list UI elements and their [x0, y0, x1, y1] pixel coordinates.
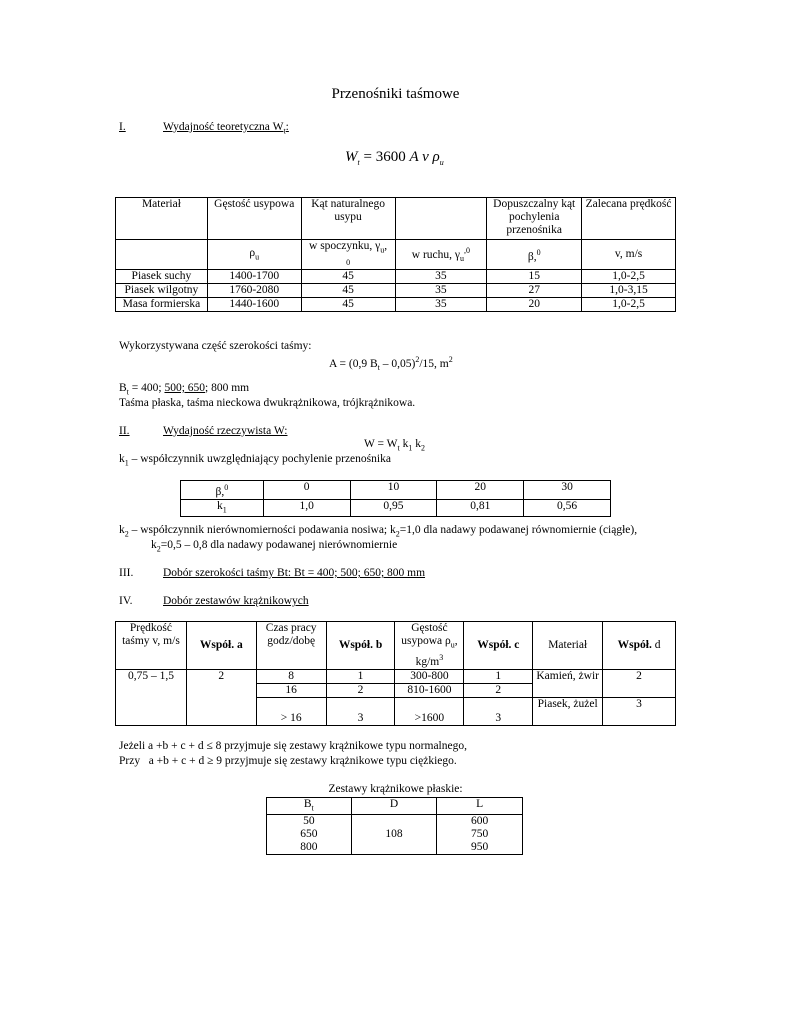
flat-header-b — [267, 798, 352, 815]
formula-a-sub: t — [377, 363, 380, 373]
formula-w-real-c: k — [412, 438, 422, 450]
idler-header-density-comma: , — [454, 635, 458, 647]
row-1-speed: 1,0-2,5 — [582, 270, 676, 284]
flat-l-1: 750 — [471, 828, 489, 841]
k2-sub3: 2 — [156, 544, 161, 554]
section-4-title: Dobór zestawów krążnikowych — [163, 595, 309, 607]
k1-table-k-1: 0,95 — [350, 499, 437, 516]
idler-header-density-sup: 3 — [439, 653, 444, 663]
idler-header-b-text: Współ. b — [338, 639, 383, 652]
k1-table-beta-0: 0 — [263, 481, 350, 500]
subheader-rho — [207, 240, 301, 270]
row-2-beta: 27 — [487, 284, 582, 298]
flat-l-values — [437, 815, 523, 855]
formula-w-real-sub2: 1 — [408, 443, 413, 453]
idler-d-0: 2 — [603, 670, 676, 698]
idler-material-1: Piasek, żużel — [533, 698, 603, 726]
header-empty — [395, 198, 487, 240]
formula-eq: = 3600 — [359, 149, 410, 165]
flat-header-b-text: B — [303, 798, 312, 810]
idler-header-density-unit: kg/m — [415, 656, 440, 669]
k1-table-k: k — [217, 499, 223, 512]
idler-b-2: 3 — [326, 698, 395, 726]
flat-b-2: 800 — [300, 841, 318, 854]
belt-widths-underlined: 500; 650 — [164, 382, 206, 394]
belt-widths-part1: = 400; — [128, 382, 165, 394]
flat-header-d: D — [351, 798, 437, 815]
idler-header-c — [464, 622, 533, 670]
rule-heavy: Przy a +b + c + d ≥ 9 przyjmuje się zestawy krążnikowe typu ciężkiego. — [119, 755, 457, 767]
page-title: Przenośniki taśmowe — [331, 86, 460, 102]
idler-header-c-text: Współ. c — [477, 639, 520, 652]
flat-idler-table — [266, 797, 523, 855]
subheader-motion-text: w ruchu, γ — [411, 248, 460, 261]
k2-k2: k — [151, 539, 157, 551]
idler-header-a — [186, 622, 256, 670]
row-3-speed: 1,0-2,5 — [582, 298, 676, 312]
flat-header-l: L — [437, 798, 523, 815]
subheader-motion-sup: ,0 — [463, 246, 470, 256]
section-2-number: II. — [119, 425, 130, 437]
idler-header-material: Materiał — [533, 622, 603, 670]
flat-d: 108 — [385, 828, 403, 841]
idler-density-0: 300-800 — [395, 670, 464, 684]
subheader-beta — [487, 240, 582, 270]
section-3-title: Dobór szerokości taśmy Bt: Bt = 400; 500; 650; 800 mm — [163, 567, 426, 579]
idler-header-d-letter: d — [651, 639, 661, 652]
idler-speed: 0,75 – 1,5 — [116, 670, 187, 726]
flat-header-b-sub: t — [311, 803, 314, 813]
formula-v: v — [418, 149, 433, 165]
idler-header-d — [603, 622, 676, 670]
k2-text2: =1,0 dla nadawy podawanej równomiernie (ciągłe), — [399, 524, 638, 536]
k1-table-beta: β, — [215, 485, 225, 498]
idler-time-0: 8 — [256, 670, 326, 684]
k1-table-beta-1: 10 — [350, 481, 437, 500]
k1-table-k-header — [181, 499, 264, 516]
idler-b-0: 1 — [326, 670, 395, 684]
header-density: Gęstość usypowa — [207, 198, 301, 240]
subheader-motion-sub: u — [459, 254, 464, 264]
subheader-motion — [395, 240, 487, 270]
k2-description-2 — [151, 539, 397, 553]
row-3-material: Masa formierska — [116, 298, 208, 312]
row-1-density: 1400-1700 — [207, 270, 301, 284]
rule-normal: Jeżeli a +b + c + d ≤ 8 przyjmuje się zestawy krążnikowe typu normalnego, — [119, 740, 467, 752]
subheader-empty — [116, 240, 208, 270]
formula-a-sup2: 2 — [448, 355, 453, 364]
formula-rho: ρ — [432, 149, 440, 165]
idler-header-time: Czas pracy godz/dobę — [256, 622, 326, 670]
section-1-number: I. — [119, 121, 126, 133]
formula-a-part2: – 0,05) — [379, 357, 416, 370]
material-table — [115, 197, 676, 312]
k2-k: k — [119, 524, 125, 536]
idler-header-density-text: Gęstość usypowa ρ — [401, 622, 451, 647]
k1-table-beta-3: 30 — [524, 481, 611, 500]
subheader-rest-sub: u — [380, 245, 385, 255]
idler-header-speed: Prędkość taśmy v, m/s — [116, 622, 187, 670]
flat-l-0: 600 — [471, 815, 489, 828]
k1-table-beta-2: 20 — [437, 481, 524, 500]
formula-w-real-a: W = W — [364, 438, 398, 450]
k1-table-k-sub: 1 — [222, 505, 227, 515]
idler-d-1: 3 — [603, 698, 676, 726]
row-1-motion: 35 — [395, 270, 487, 284]
row-1-beta: 15 — [487, 270, 582, 284]
flat-d-value — [351, 815, 437, 855]
header-speed: Zalecana prędkość — [582, 198, 676, 240]
row-1-rest: 45 — [301, 270, 395, 284]
subheader-rest-sup: 0 — [346, 258, 351, 268]
flat-b-values — [267, 815, 352, 855]
section-1-title — [163, 121, 289, 135]
idler-c-1: 2 — [464, 684, 533, 698]
formula-rho-sub: u — [439, 158, 444, 167]
row-2-rest: 45 — [301, 284, 395, 298]
idler-header-a-text: Współ. a — [199, 639, 243, 652]
idler-a: 2 — [186, 670, 256, 726]
formula-w: W — [345, 149, 358, 165]
row-2-material: Piasek wilgotny — [116, 284, 208, 298]
idler-density-2: >1600 — [395, 698, 464, 726]
subheader-rho-sub: u — [255, 251, 260, 261]
formula-w-real-sub1: t — [397, 443, 400, 453]
k1-table-beta-header — [181, 481, 264, 500]
flat-b-1: 650 — [300, 828, 318, 841]
k1-table-k-2: 0,81 — [437, 499, 524, 516]
flat-l-2: 950 — [471, 841, 489, 854]
idler-density-1: 810-1600 — [395, 684, 464, 698]
subheader-rho-sym: ρ — [249, 246, 256, 259]
formula-a — [329, 355, 453, 372]
formula-w-real — [364, 438, 425, 452]
row-3-motion: 35 — [395, 298, 487, 312]
idler-b-1: 2 — [326, 684, 395, 698]
idler-header-b — [326, 622, 395, 670]
subheader-rest: w spoczynku, $\gamma_u$, 0 — [301, 240, 395, 270]
idler-header-d-text: Współ. — [617, 639, 652, 652]
belt-widths — [119, 382, 249, 396]
idler-header-density-sub: u — [450, 640, 455, 650]
subheader-beta-text: β, — [527, 250, 537, 263]
section-1-title-end: : — [285, 121, 289, 133]
idler-header-density — [395, 622, 464, 670]
section-3-number: III. — [119, 567, 134, 579]
k1-table — [180, 480, 611, 517]
k1-table-k-3: 0,56 — [524, 499, 611, 516]
row-2-speed: 1,0-3,15 — [582, 284, 676, 298]
k1-k: k — [119, 453, 125, 465]
flat-b-0: 50 — [303, 815, 315, 828]
section-2-title: Wydajność rzeczywista W: — [163, 425, 288, 437]
formula-w-real-b: k — [399, 438, 409, 450]
subheader-v: v, m/s — [582, 240, 676, 270]
k1-sub: 1 — [124, 458, 129, 468]
subheader-beta-sup: 0 — [536, 247, 541, 257]
row-3-rest: 45 — [301, 298, 395, 312]
k2-text3: =0,5 – 0,8 dla nadawy podawanej nierównomiernie — [160, 539, 398, 551]
idler-time-2: > 16 — [256, 698, 326, 726]
k2-sub2: 2 — [395, 529, 400, 539]
k2-sub: 2 — [124, 529, 129, 539]
belt-widths-part2: ; 800 mm — [205, 382, 250, 394]
formula-a-sup: 2 — [415, 355, 420, 364]
row-2-motion: 35 — [395, 284, 487, 298]
formula-a-part3: /15, m — [419, 357, 449, 370]
formula-w-sub: t — [357, 158, 360, 167]
k1-table-k-0: 1,0 — [263, 499, 350, 516]
row-2-density: 1760-2080 — [207, 284, 301, 298]
belt-width-usage-label: Wykorzystywana część szerokości taśmy: — [119, 340, 312, 352]
k1-table-beta-sup: 0 — [224, 483, 229, 492]
section-1-title-sub: t — [283, 126, 286, 136]
k2-text1: – współczynnik nierównomierności podawania nosiwa; k — [128, 524, 396, 536]
header-allowed-angle: Dopuszczalny kąt pochylenia przenośnika — [487, 198, 582, 240]
section-4-number: IV. — [119, 595, 133, 607]
header-material: Materiał — [116, 198, 208, 240]
belt-types: Taśma płaska, taśma nieckowa dwukrążnikowa, trójkrążnikowa. — [119, 397, 416, 409]
belt-widths-sub: t — [126, 387, 129, 397]
idler-material-0: Kamień, żwir — [533, 670, 603, 698]
formula-wt — [345, 149, 444, 167]
belt-widths-b: B — [119, 382, 127, 394]
formula-w-real-sub3: 2 — [421, 443, 426, 453]
row-3-density: 1440-1600 — [207, 298, 301, 312]
formula-a-part1: A = (0,9 B — [329, 357, 378, 370]
idler-time-1: 16 — [256, 684, 326, 698]
k1-text: – współczynnik uwzględniający pochylenie przenośnika — [128, 453, 391, 465]
header-angle-natural: Kąt naturalnego usypu — [301, 198, 395, 240]
flat-idler-sets-title: Zestawy krążnikowe płaskie: — [328, 783, 463, 795]
section-1-title-text: Wydajność teoretyczna W — [163, 121, 284, 133]
formula-a: A — [409, 149, 419, 165]
idler-table — [115, 621, 676, 726]
idler-c-2: 3 — [464, 698, 533, 726]
idler-c-0: 1 — [464, 670, 533, 684]
row-1-material: Piasek suchy — [116, 270, 208, 284]
k1-description — [119, 453, 391, 467]
row-3-beta: 20 — [487, 298, 582, 312]
k2-description — [119, 524, 637, 538]
subheader-rest-text: w spoczynku, γ — [309, 240, 381, 252]
